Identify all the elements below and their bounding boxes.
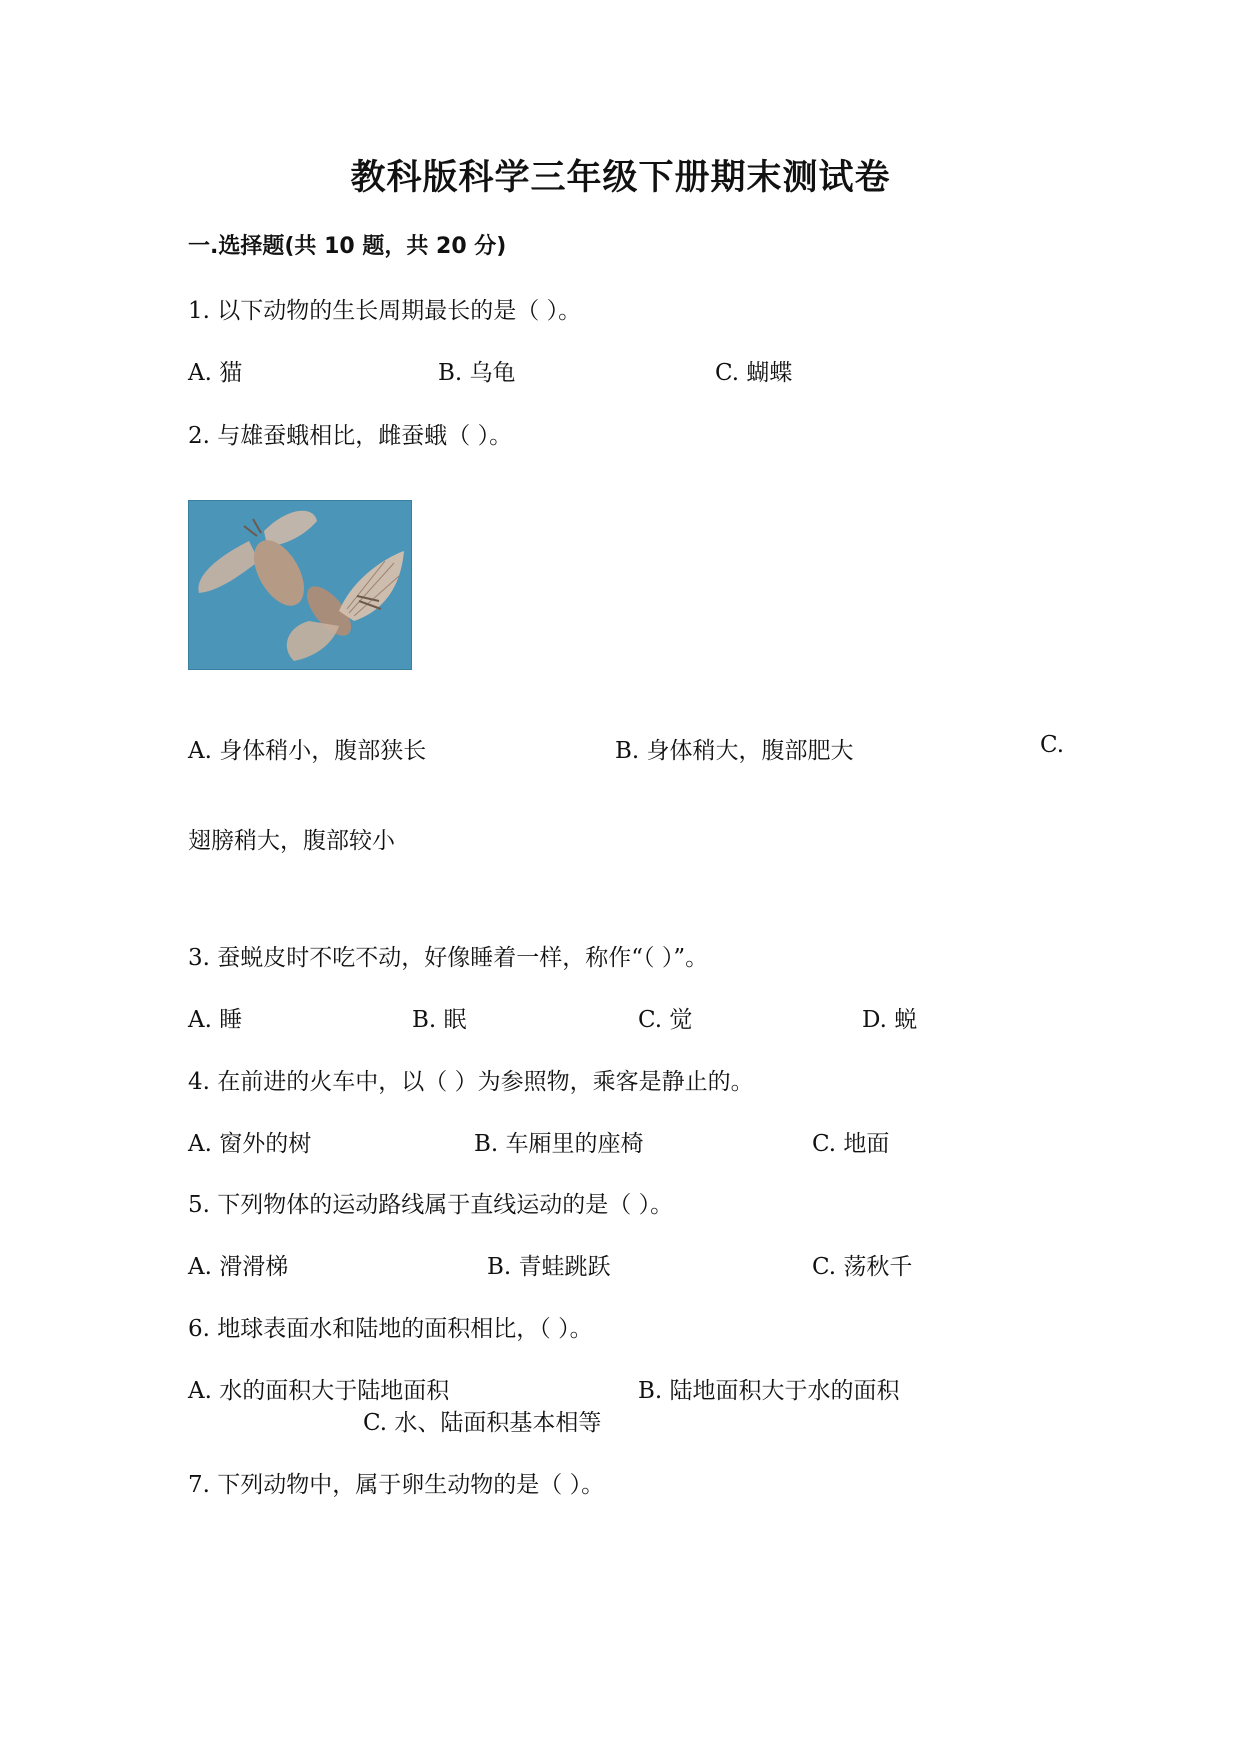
silkworm-moths-photo bbox=[188, 500, 412, 670]
option-a: A. 睡 bbox=[188, 1007, 243, 1033]
question-stem: 3. 蚕蜕皮时不吃不动，好像睡着一样，称作“（ ）”。 bbox=[188, 945, 709, 971]
option-d: D. 蜕 bbox=[862, 1007, 918, 1033]
option-b: B. 车厢里的座椅 bbox=[474, 1131, 644, 1157]
option-a: A. 猫 bbox=[188, 360, 243, 386]
section-heading: 一.选择题(共 10 题，共 20 分) bbox=[188, 234, 507, 259]
option-a: A. 窗外的树 bbox=[188, 1131, 312, 1157]
option-b: B. 身体稍大，腹部肥大 bbox=[615, 738, 854, 764]
option-c: C. 觉 bbox=[638, 1007, 693, 1033]
question-stem: 4. 在前进的火车中，以（ ）为参照物，乘客是静止的。 bbox=[188, 1069, 754, 1095]
option-b: B. 眠 bbox=[412, 1007, 467, 1033]
option-c-label: C. bbox=[1040, 732, 1065, 758]
option-c: C. 荡秋千 bbox=[812, 1254, 913, 1280]
option-a: A. 水的面积大于陆地面积 bbox=[188, 1378, 450, 1404]
option-a: A. 身体稍小，腹部狭长 bbox=[188, 738, 427, 764]
question-stem: 6. 地球表面水和陆地的面积相比，（ ）。 bbox=[188, 1316, 593, 1342]
option-b: B. 乌龟 bbox=[438, 360, 516, 386]
option-c: C. 地面 bbox=[812, 1131, 890, 1157]
question-stem: 1. 以下动物的生长周期最长的是（ ）。 bbox=[188, 298, 582, 324]
option-c-text: 翅膀稍大，腹部较小 bbox=[188, 828, 395, 854]
question-stem: 2. 与雄蚕蛾相比，雌蚕蛾（ ）。 bbox=[188, 423, 513, 449]
question-stem: 5. 下列物体的运动路线属于直线运动的是（ ）。 bbox=[188, 1192, 674, 1218]
option-b: B. 陆地面积大于水的面积 bbox=[638, 1378, 900, 1404]
option-c: C. 蝴蝶 bbox=[715, 360, 793, 386]
page-title: 教科版科学三年级下册期末测试卷 bbox=[350, 158, 891, 198]
option-a: A. 滑滑梯 bbox=[188, 1254, 289, 1280]
question-stem: 7. 下列动物中，属于卵生动物的是（ ）。 bbox=[188, 1472, 605, 1498]
option-b: B. 青蛙跳跃 bbox=[487, 1254, 611, 1280]
option-c: C. 水、陆面积基本相等 bbox=[363, 1410, 602, 1436]
